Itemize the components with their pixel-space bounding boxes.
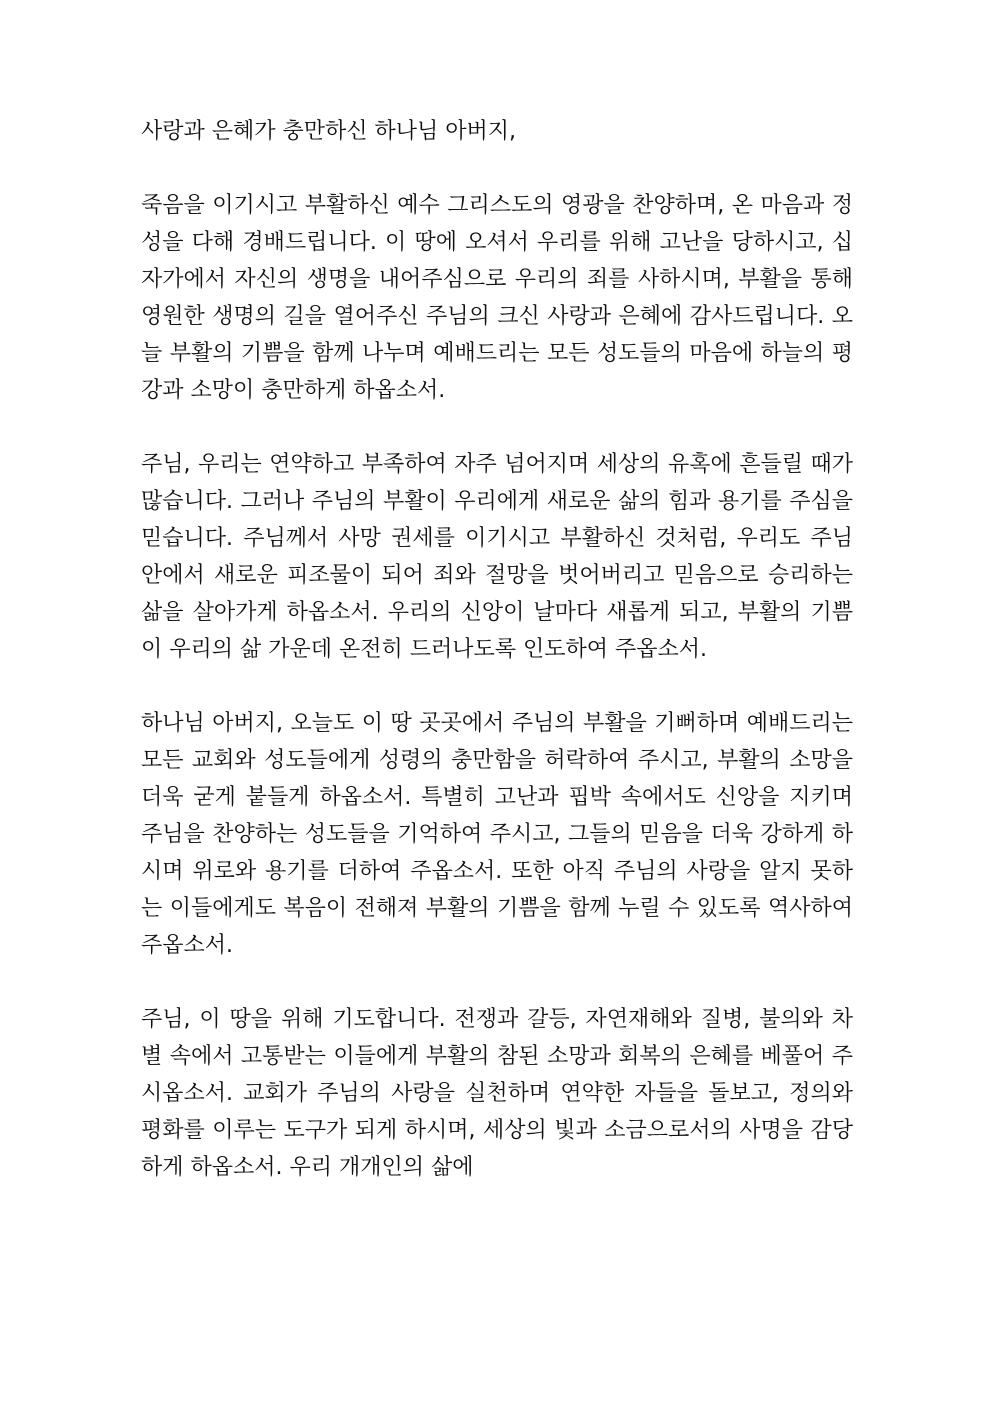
prayer-paragraph-world: 주님, 이 땅을 위해 기도합니다. 전쟁과 갈등, 자연재해와 질병, 불의와 차별 속에서 고통받는 이들에게 부활의 참된 소망과 회복의 은혜를 베풀어 주시옵소서. 교회가 주님의 사랑을 실천하며 연약한 자들을 돌보고, 정의와 평화를 이루는 도구가 되게 하시며, 세상의 빛과 소금으로서의 사명을 감당하게 하옵소서. 우리 개개인의 삶에 — [141, 1007, 853, 1180]
prayer-paragraph-church: 하나님 아버지, 오늘도 이 땅 곳곳에서 주님의 부활을 기뻐하며 예배드리는 모든 교회와 성도들에게 성령의 충만함을 허락하여 주시고, 부활의 소망을 더욱 굳게 붙들게 하옵소서. 특별히 고난과 핍박 속에서도 신앙을 지키며 주님을 찬양하는 성도들을 기억하여 주시고, 그들의 믿음을 더욱 강하게 하시며 위로와 용기를 더하여 주옵소서. 또한 아직 주님의 사랑을 알지 못하는 이들에게도 복음이 전해져 부활의 기쁨을 함께 누릴 수 있도록 역사하여 주옵소서. — [141, 711, 853, 958]
prayer-paragraph-praise: 죽음을 이기시고 부활하신 예수 그리스도의 영광을 찬양하며, 온 마음과 정성을 다해 경배드립니다. 이 땅에 오셔서 우리를 위해 고난을 당하시고, 십자가에서 자신의 생명을 내어주심으로 우리의 죄를 사하시며, 부활을 통해 영원한 생명의 길을 열어주신 주님의 크신 사랑과 은혜에 감사드립니다. 오늘 부활의 기쁨을 함께 나누며 예배드리는 모든 성도들의 마음에 하늘의 평강과 소망이 충만하게 하옵소서. — [141, 193, 853, 403]
prayer-text-body — [141, 113, 853, 1186]
prayer-greeting: 사랑과 은혜가 충만하신 하나님 아버지, — [141, 119, 516, 144]
prayer-paragraph-confession: 주님, 우리는 연약하고 부족하여 자주 넘어지며 세상의 유혹에 흔들릴 때가 많습니다. 그러나 주님의 부활이 우리에게 새로운 삶의 힘과 용기를 주심을 믿습니다. 주님께서 사망 권세를 이기시고 부활하신 것처럼, 우리도 주님 안에서 새로운 피조물이 되어 죄와 절망을 벗어버리고 믿음으로 승리하는 삶을 살아가게 하옵소서. 우리의 신앙이 날마다 새롭게 되고, 부활의 기쁨이 우리의 삶 가운데 온전히 드러나도록 인도하여 주옵소서. — [141, 452, 853, 662]
